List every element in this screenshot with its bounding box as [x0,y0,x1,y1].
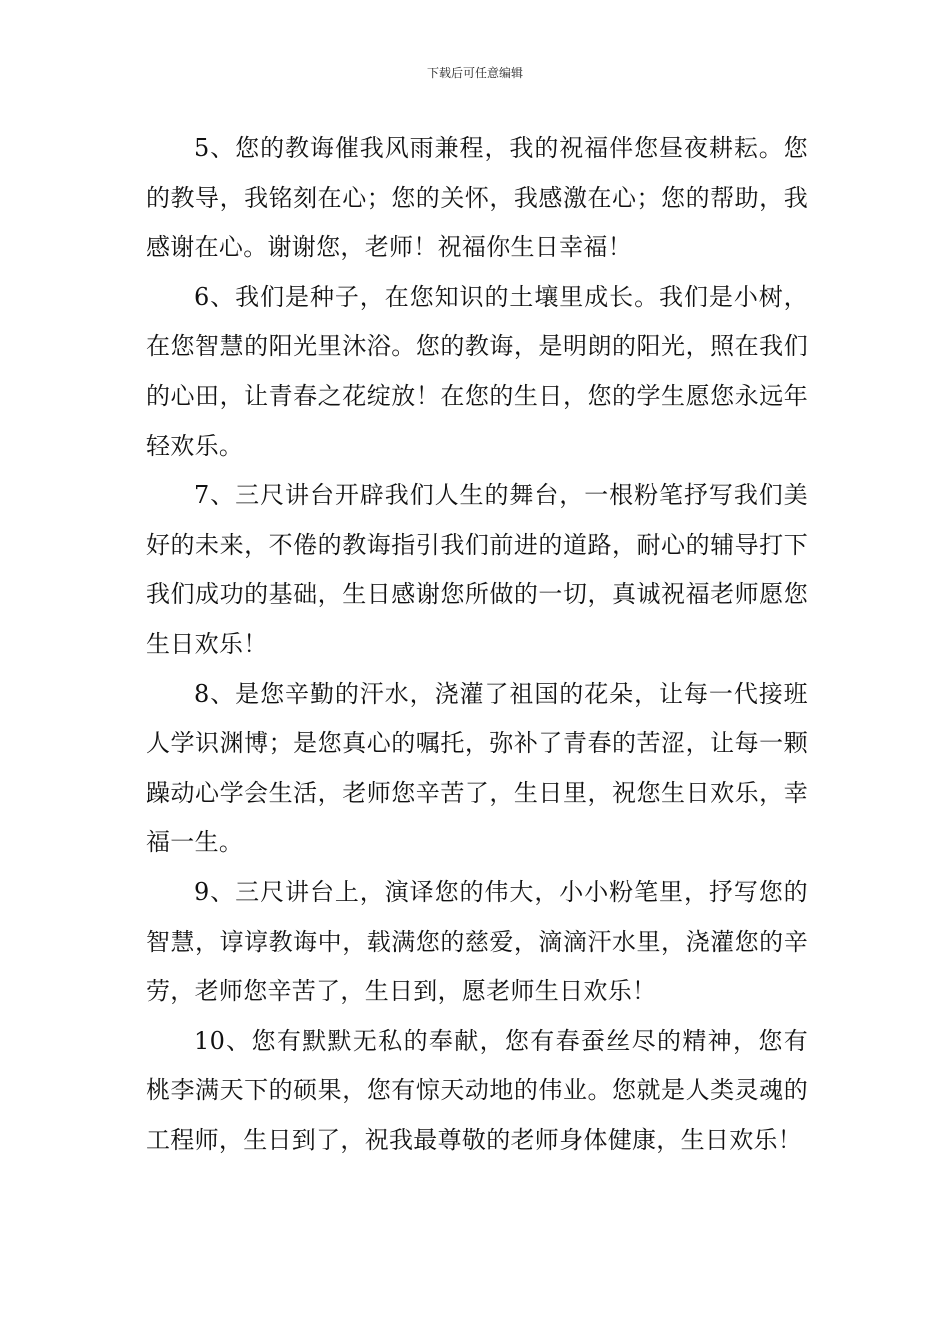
paragraph-6: 6、我们是种子，在您知识的土壤里成长。我们是小树，在您智慧的阳光里沐浴。您的教诲，是明朗的阳光，照在我们的心田，让青春之花绽放！在您的生日，您的学生愿您永远年轻欢乐。 [146,282,808,460]
paragraph-7: 7、三尺讲台开辟我们人生的舞台，一根粉笔抒写我们美好的未来，不倦的教诲指引我们前进的道路，耐心的辅导打下我们成功的基础，生日感谢您所做的一切，真诚祝福老师愿您生日欢乐！ [146,481,808,658]
paragraph-5: 5、您的教诲催我风雨兼程，我的祝福伴您昼夜耕耘。您的教导，我铭刻在心；您的关怀，我感激在心；您的帮助，我感谢在心。谢谢您，老师！祝福你生日幸福！ [146,134,808,262]
page-header: 下载后可任意编辑 [426,66,523,80]
document-body [146,124,808,1165]
paragraph-8: 8、是您辛勤的汗水，浇灌了祖国的花朵，让每一代接班人学识渊博；是您真心的嘱托，弥补了青春的苦涩，让每一颗躁动心学会生活，老师您辛苦了，生日里，祝您生日欢乐，幸福一生。 [146,679,808,857]
paragraph-9: 9、三尺讲台上，演译您的伟大，小小粉笔里，抒写您的智慧，谆谆教诲中，载满您的慈爱，滴滴汗水里，浇灌您的辛劳，老师您辛苦了，生日到，愿老师生日欢乐！ [146,877,808,1006]
paragraph-10: 10、您有默默无私的奉献，您有春蚕丝尽的精神，您有桃李满天下的硕果，您有惊天动地的伟业。您就是人类灵魂的工程师，生日到了，祝我最尊敬的老师身体健康，生日欢乐！ [146,1026,808,1154]
